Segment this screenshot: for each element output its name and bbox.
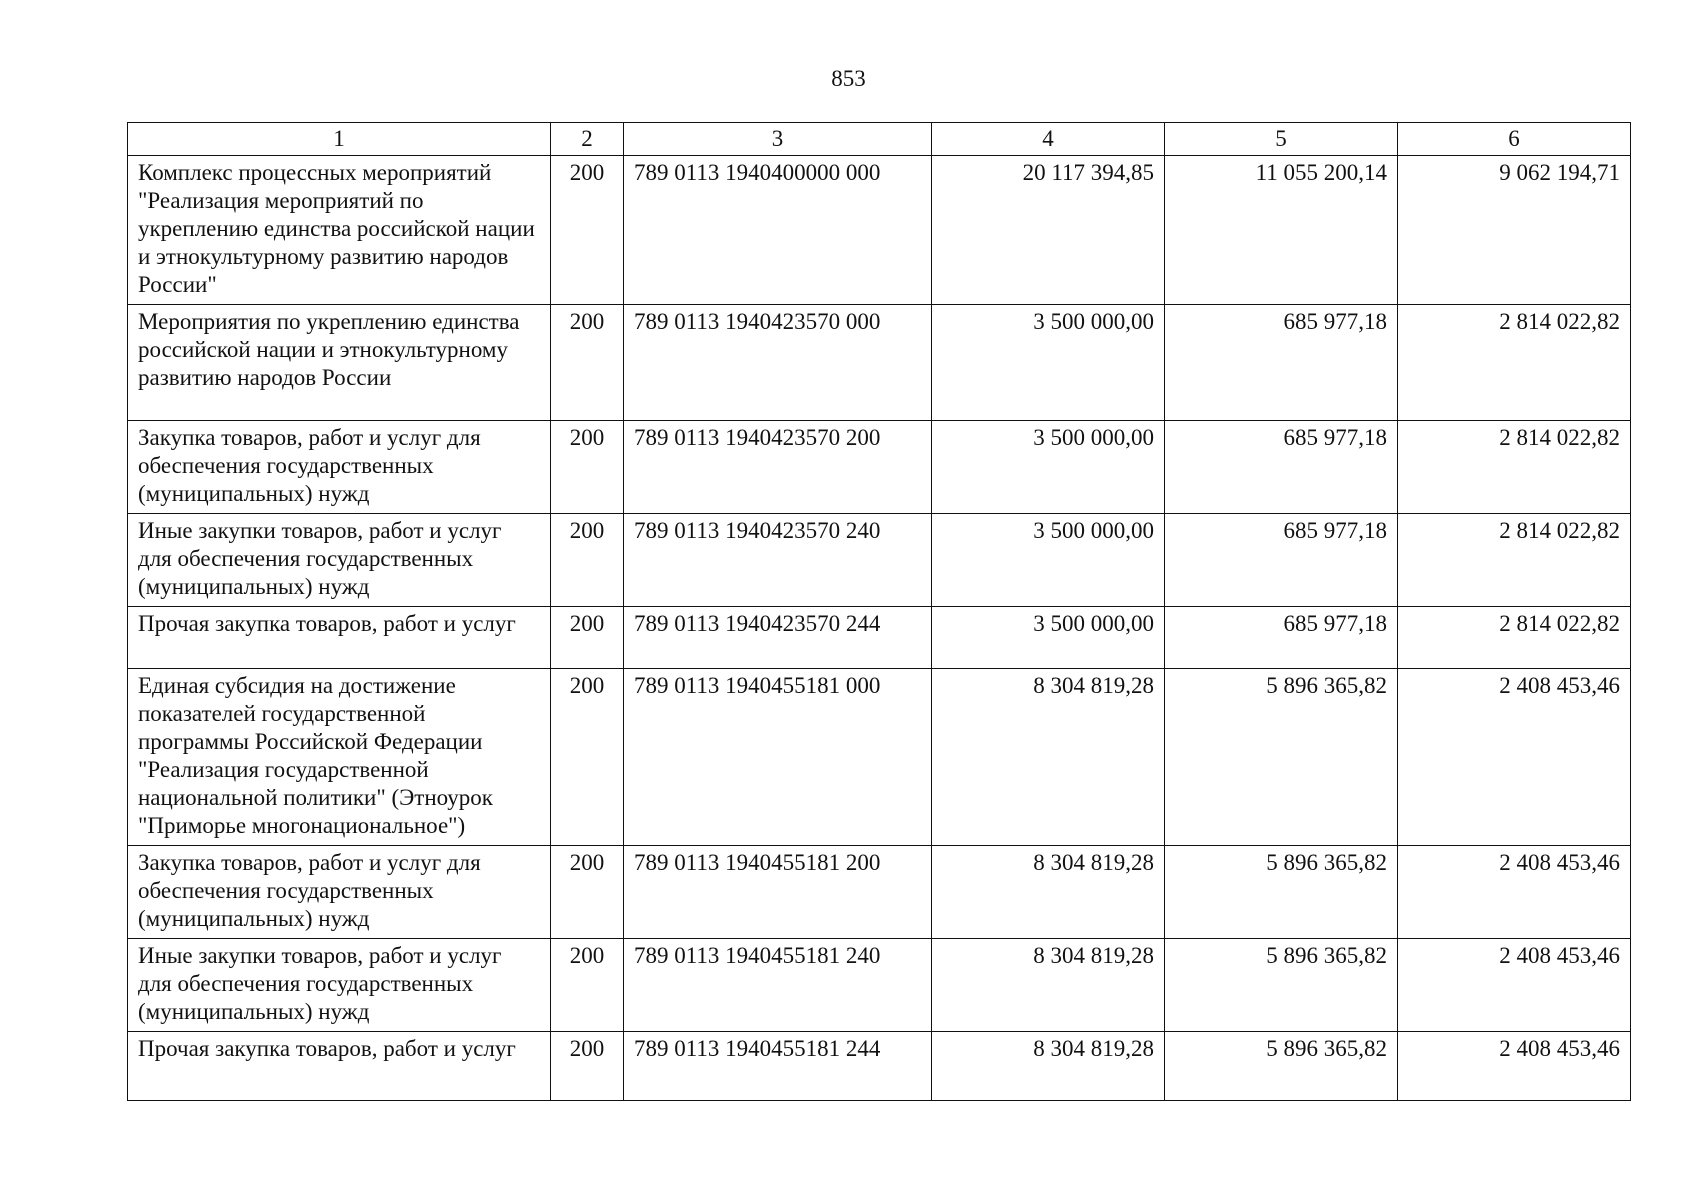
- row-name: Закупка товаров, работ и услуг для обеспечения государственных (муниципальных) нужд: [128, 846, 551, 939]
- row-col4: 8 304 819,28: [932, 1032, 1165, 1101]
- row-col6: 2 814 022,82: [1398, 305, 1631, 421]
- row-code: 789 0113 1940423570 244: [624, 607, 932, 669]
- table-row: [128, 607, 1631, 669]
- row-name: Прочая закупка товаров, работ и услуг: [128, 1032, 551, 1101]
- row-col2: 200: [551, 939, 624, 1032]
- column-header: 6: [1398, 123, 1631, 156]
- row-col5: 5 896 365,82: [1165, 1032, 1398, 1101]
- table-row: [128, 421, 1631, 514]
- column-header: 3: [624, 123, 932, 156]
- row-col6: 2 408 453,46: [1398, 1032, 1631, 1101]
- row-name: Комплекс процессных мероприятий "Реализация мероприятий по укреплению единства российской нации и этнокультурному развитию народов России": [128, 156, 551, 305]
- row-col5: 685 977,18: [1165, 514, 1398, 607]
- row-name: Прочая закупка товаров, работ и услуг: [128, 607, 551, 669]
- row-col2: 200: [551, 421, 624, 514]
- row-code: 789 0113 1940455181 244: [624, 1032, 932, 1101]
- row-col4: 3 500 000,00: [932, 514, 1165, 607]
- row-name: Иные закупки товаров, работ и услуг для обеспечения государственных (муниципальных) нужд: [128, 939, 551, 1032]
- row-col4: 8 304 819,28: [932, 669, 1165, 846]
- row-col4: 8 304 819,28: [932, 846, 1165, 939]
- row-col2: 200: [551, 514, 624, 607]
- row-col4: 3 500 000,00: [932, 305, 1165, 421]
- row-col2: 200: [551, 669, 624, 846]
- row-col6: 2 814 022,82: [1398, 514, 1631, 607]
- column-header: 4: [932, 123, 1165, 156]
- row-col6: 2 408 453,46: [1398, 846, 1631, 939]
- row-col6: 2 814 022,82: [1398, 421, 1631, 514]
- row-code: 789 0113 1940423570 200: [624, 421, 932, 514]
- row-col4: 3 500 000,00: [932, 607, 1165, 669]
- row-col4: 8 304 819,28: [932, 939, 1165, 1032]
- column-header: 1: [128, 123, 551, 156]
- row-col5: 5 896 365,82: [1165, 939, 1398, 1032]
- column-header: 2: [551, 123, 624, 156]
- row-code: 789 0113 1940400000 000: [624, 156, 932, 305]
- table-header-row: [128, 123, 1631, 156]
- budget-table: [127, 122, 1631, 1101]
- row-code: 789 0113 1940455181 240: [624, 939, 932, 1032]
- row-code: 789 0113 1940455181 000: [624, 669, 932, 846]
- row-col4: 20 117 394,85: [932, 156, 1165, 305]
- table-row: [128, 305, 1631, 421]
- row-col2: 200: [551, 1032, 624, 1101]
- row-name: Иные закупки товаров, работ и услуг для обеспечения государственных (муниципальных) нужд: [128, 514, 551, 607]
- row-name: Закупка товаров, работ и услуг для обеспечения государственных (муниципальных) нужд: [128, 421, 551, 514]
- row-name: Единая субсидия на достижение показателей государственной программы Российской Федерации "Реализация государственной национальной политики" (Этноурок "Приморье многонациональное"): [128, 669, 551, 846]
- row-col6: 2 408 453,46: [1398, 939, 1631, 1032]
- table-row: [128, 846, 1631, 939]
- table-row: [128, 939, 1631, 1032]
- row-code: 789 0113 1940455181 200: [624, 846, 932, 939]
- table-row: [128, 669, 1631, 846]
- row-col5: 685 977,18: [1165, 421, 1398, 514]
- row-col2: 200: [551, 607, 624, 669]
- row-col5: 5 896 365,82: [1165, 669, 1398, 846]
- row-col5: 5 896 365,82: [1165, 846, 1398, 939]
- row-col6: 2 408 453,46: [1398, 669, 1631, 846]
- row-code: 789 0113 1940423570 240: [624, 514, 932, 607]
- table-row: [128, 156, 1631, 305]
- row-col6: 9 062 194,71: [1398, 156, 1631, 305]
- row-col2: 200: [551, 846, 624, 939]
- row-col5: 685 977,18: [1165, 305, 1398, 421]
- page-number: 853: [831, 66, 866, 91]
- row-name: Мероприятия по укреплению единства российской нации и этнокультурному развитию народов России: [128, 305, 551, 421]
- row-col2: 200: [551, 305, 624, 421]
- row-col5: 685 977,18: [1165, 607, 1398, 669]
- row-col4: 3 500 000,00: [932, 421, 1165, 514]
- table-row: [128, 1032, 1631, 1101]
- row-col6: 2 814 022,82: [1398, 607, 1631, 669]
- row-col2: 200: [551, 156, 624, 305]
- row-col5: 11 055 200,14: [1165, 156, 1398, 305]
- row-code: 789 0113 1940423570 000: [624, 305, 932, 421]
- column-header: 5: [1165, 123, 1398, 156]
- table-row: [128, 514, 1631, 607]
